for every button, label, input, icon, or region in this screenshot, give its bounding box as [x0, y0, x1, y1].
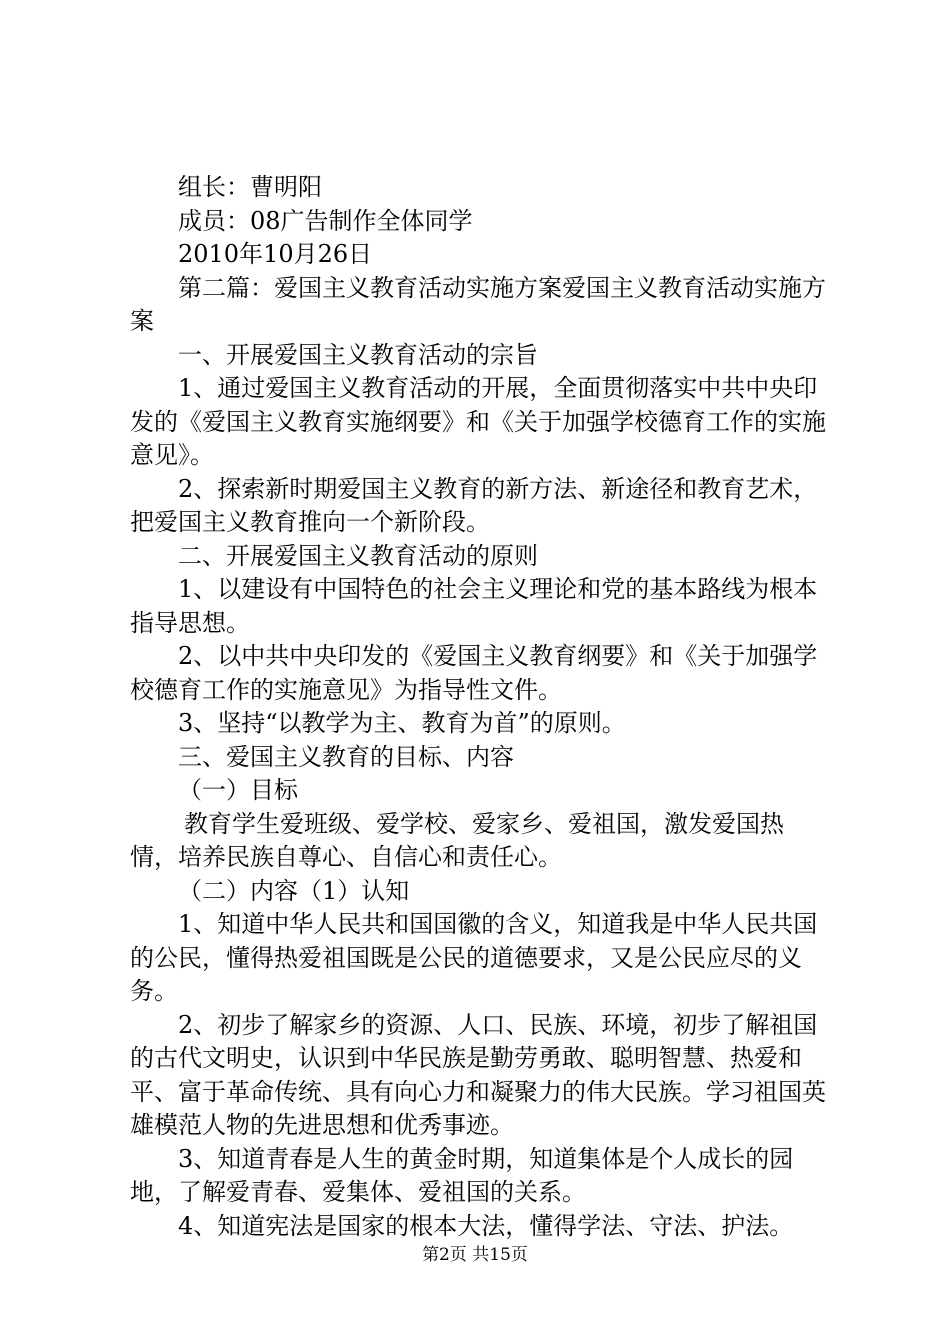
paragraph: 组长：曹明阳: [178, 173, 322, 201]
paragraph: 1、以建设有中国特色的社会主义理论和党的基本路线为根本指导思想。: [130, 575, 818, 637]
paragraph: 成员：08广告制作全体同学: [178, 206, 473, 235]
paragraph: 2、初步了解家乡的资源、人口、民族、环境，初步了解祖国的古代文明史，认识到中华民族是勤劳勇敢、聪明智慧、热爱和平、富于革命传统、具有向心力和凝聚力的伟大民族。学习祖国英雄模范人物的先进思想和优秀事迹。: [130, 1010, 826, 1139]
page-number: 第2页 共15页: [422, 1245, 528, 1265]
section-title: 第二篇：爱国主义教育活动实施方案爱国主义教育活动实施方案: [130, 273, 826, 335]
paragraph: 1、通过爱国主义教育活动的开展，全面贯彻落实中共中央印发的《爱国主义教育实施纲要》和《关于加强学校德育工作的实施意见》。: [130, 374, 826, 469]
heading: 三、爱国主义教育的目标、内容: [178, 742, 514, 771]
paragraph: 2010年10月26日: [178, 240, 373, 268]
heading: 一、开展爱国主义教育活动的宗旨: [178, 340, 538, 369]
heading: 二、开展爱国主义教育活动的原则: [178, 541, 538, 570]
subheading: （二）内容（1）认知: [178, 876, 410, 905]
document-body: [130, 171, 830, 1243]
paragraph: 1、知道中华人民共和国国徽的含义，知道我是中华人民共国的公民，懂得热爱祖国既是公民的道德要求，又是公民应尽的义务。: [130, 910, 818, 1005]
paragraph: 3、坚持“以教学为主、教育为首”的原则。: [178, 709, 626, 737]
paragraph: 教育学生爱班级、爱学校、爱家乡、爱祖国，激发爱国热情，培养民族自尊心、自信心和责任心。: [130, 809, 784, 871]
paragraph: 3、知道青春是人生的黄金时期，知道集体是个人成长的园地，了解爱青春、爱集体、爱祖国的关系。: [130, 1144, 794, 1206]
subheading: （一）目标: [178, 776, 298, 804]
paragraph: 2、以中共中央印发的《爱国主义教育纲要》和《关于加强学校德育工作的实施意见》为指导性文件。: [130, 642, 818, 704]
paragraph: 4、知道宪法是国家的根本大法，懂得学法、守法、护法。: [178, 1211, 794, 1240]
paragraph: 2、探索新时期爱国主义教育的新方法、新途径和教育艺术，把爱国主义教育推向一个新阶段。: [130, 474, 818, 536]
